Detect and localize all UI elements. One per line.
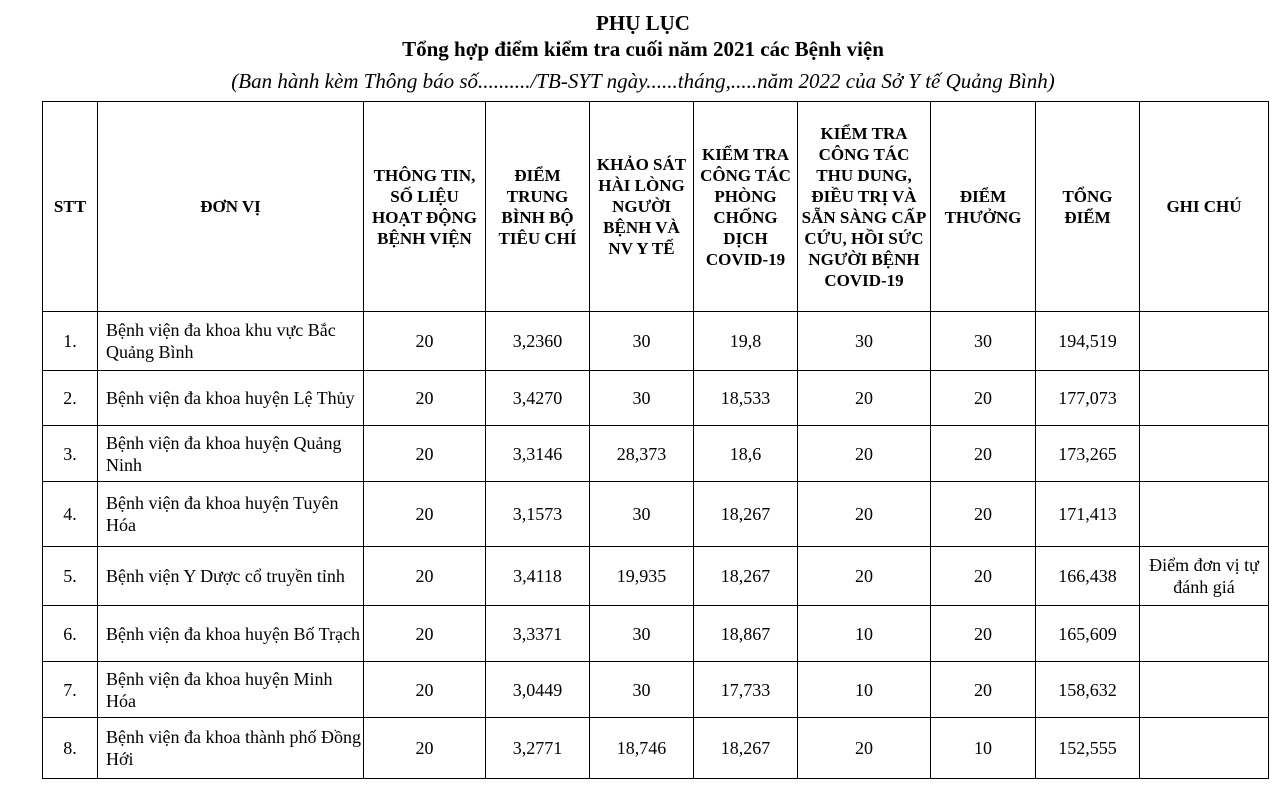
cell-unit: Bệnh viện đa khoa khu vực Bắc Quảng Bình bbox=[98, 312, 364, 371]
cell-info: 20 bbox=[364, 606, 486, 662]
document-subtitle: Tổng hợp điểm kiểm tra cuối năm 2021 các Bệnh viện bbox=[402, 37, 884, 61]
table-row bbox=[43, 482, 1269, 547]
cell-stt: 6. bbox=[43, 606, 98, 662]
cell-stt: 8. bbox=[43, 718, 98, 779]
cell-survey: 30 bbox=[590, 662, 694, 718]
cell-survey: 30 bbox=[590, 606, 694, 662]
cell-bonus: 20 bbox=[931, 606, 1036, 662]
cell-bonus: 20 bbox=[931, 371, 1036, 426]
cell-avg: 3,2771 bbox=[486, 718, 590, 779]
cell-survey: 30 bbox=[590, 312, 694, 371]
cell-stt: 1. bbox=[43, 312, 98, 371]
cell-info: 20 bbox=[364, 371, 486, 426]
cell-survey: 28,373 bbox=[590, 426, 694, 482]
cell-bonus: 10 bbox=[931, 718, 1036, 779]
cell-info: 20 bbox=[364, 662, 486, 718]
document-note: (Ban hành kèm Thông báo số........../TB-SYT ngày......tháng,.....năm 2022 của Sở Y tế Quảng Bình) bbox=[231, 69, 1055, 93]
cell-bonus: 20 bbox=[931, 426, 1036, 482]
cell-survey: 19,935 bbox=[590, 547, 694, 606]
cell-covid-prev: 18,267 bbox=[694, 547, 798, 606]
cell-covid-prev: 19,8 bbox=[694, 312, 798, 371]
cell-bonus: 20 bbox=[931, 547, 1036, 606]
cell-unit: Bệnh viện đa khoa huyện Bố Trạch bbox=[98, 606, 364, 662]
col-header-stt: STT bbox=[43, 102, 98, 312]
col-header-covid-treat: KIỂM TRA CÔNG TÁC THU DUNG, ĐIỀU TRỊ VÀ SẴN SÀNG CẤP CỨU, HỒI SỨC NGƯỜI BỆNH COVID-19 bbox=[798, 102, 931, 312]
table-row bbox=[43, 547, 1269, 606]
cell-note bbox=[1140, 312, 1269, 371]
cell-unit: Bệnh viện Y Dược cổ truyền tỉnh bbox=[98, 547, 364, 606]
cell-total: 173,265 bbox=[1036, 426, 1140, 482]
cell-unit: Bệnh viện đa khoa huyện Tuyên Hóa bbox=[98, 482, 364, 547]
cell-unit: Bệnh viện đa khoa huyện Minh Hóa bbox=[98, 662, 364, 718]
cell-survey: 30 bbox=[590, 482, 694, 547]
cell-info: 20 bbox=[364, 547, 486, 606]
cell-survey: 18,746 bbox=[590, 718, 694, 779]
table-row bbox=[43, 312, 1269, 371]
cell-avg: 3,4118 bbox=[486, 547, 590, 606]
cell-covid-treat: 20 bbox=[798, 718, 931, 779]
col-header-covid-prev: KIỂM TRA CÔNG TÁC PHÒNG CHỐNG DỊCH COVID-19 bbox=[694, 102, 798, 312]
cell-note bbox=[1140, 718, 1269, 779]
cell-covid-prev: 17,733 bbox=[694, 662, 798, 718]
cell-covid-treat: 20 bbox=[798, 371, 931, 426]
cell-covid-prev: 18,267 bbox=[694, 482, 798, 547]
cell-bonus: 20 bbox=[931, 482, 1036, 547]
cell-covid-treat: 20 bbox=[798, 547, 931, 606]
cell-stt: 7. bbox=[43, 662, 98, 718]
col-header-avg: ĐIỂM TRUNG BÌNH BỘ TIÊU CHÍ bbox=[486, 102, 590, 312]
cell-info: 20 bbox=[364, 426, 486, 482]
cell-bonus: 20 bbox=[931, 662, 1036, 718]
col-header-unit: ĐƠN VỊ bbox=[98, 102, 364, 312]
cell-info: 20 bbox=[364, 482, 486, 547]
cell-avg: 3,4270 bbox=[486, 371, 590, 426]
cell-avg: 3,1573 bbox=[486, 482, 590, 547]
cell-note bbox=[1140, 606, 1269, 662]
cell-covid-treat: 10 bbox=[798, 662, 931, 718]
cell-unit: Bệnh viện đa khoa huyện Lệ Thủy bbox=[98, 371, 364, 426]
cell-unit: Bệnh viện đa khoa thành phố Đồng Hới bbox=[98, 718, 364, 779]
cell-total: 194,519 bbox=[1036, 312, 1140, 371]
cell-avg: 3,3146 bbox=[486, 426, 590, 482]
cell-note bbox=[1140, 426, 1269, 482]
score-table bbox=[42, 101, 1269, 779]
cell-unit: Bệnh viện đa khoa huyện Quảng Ninh bbox=[98, 426, 364, 482]
cell-total: 165,609 bbox=[1036, 606, 1140, 662]
table-row bbox=[43, 606, 1269, 662]
cell-note bbox=[1140, 662, 1269, 718]
cell-stt: 2. bbox=[43, 371, 98, 426]
cell-note bbox=[1140, 482, 1269, 547]
cell-info: 20 bbox=[364, 312, 486, 371]
cell-stt: 3. bbox=[43, 426, 98, 482]
cell-covid-treat: 30 bbox=[798, 312, 931, 371]
table-row bbox=[43, 662, 1269, 718]
cell-covid-treat: 20 bbox=[798, 426, 931, 482]
col-header-bonus: ĐIỂM THƯỞNG bbox=[931, 102, 1036, 312]
cell-total: 158,632 bbox=[1036, 662, 1140, 718]
document-title: PHỤ LỤC bbox=[596, 11, 690, 35]
table-header-row bbox=[43, 102, 1269, 312]
cell-covid-treat: 20 bbox=[798, 482, 931, 547]
cell-covid-prev: 18,267 bbox=[694, 718, 798, 779]
cell-total: 177,073 bbox=[1036, 371, 1140, 426]
cell-total: 152,555 bbox=[1036, 718, 1140, 779]
cell-avg: 3,3371 bbox=[486, 606, 590, 662]
cell-covid-treat: 10 bbox=[798, 606, 931, 662]
cell-stt: 4. bbox=[43, 482, 98, 547]
cell-covid-prev: 18,867 bbox=[694, 606, 798, 662]
cell-total: 166,438 bbox=[1036, 547, 1140, 606]
cell-avg: 3,0449 bbox=[486, 662, 590, 718]
cell-note bbox=[1140, 371, 1269, 426]
cell-note: Điểm đơn vị tự đánh giá bbox=[1140, 547, 1269, 606]
cell-stt: 5. bbox=[43, 547, 98, 606]
col-header-survey: KHẢO SÁT HÀI LÒNG NGƯỜI BỆNH VÀ NV Y TẾ bbox=[590, 102, 694, 312]
col-header-info: THÔNG TIN, SỐ LIỆU HOẠT ĐỘNG BỆNH VIỆN bbox=[364, 102, 486, 312]
cell-total: 171,413 bbox=[1036, 482, 1140, 547]
cell-avg: 3,2360 bbox=[486, 312, 590, 371]
col-header-note: GHI CHÚ bbox=[1140, 102, 1269, 312]
col-header-total: TỔNG ĐIỂM bbox=[1036, 102, 1140, 312]
cell-info: 20 bbox=[364, 718, 486, 779]
cell-survey: 30 bbox=[590, 371, 694, 426]
cell-bonus: 30 bbox=[931, 312, 1036, 371]
cell-covid-prev: 18,6 bbox=[694, 426, 798, 482]
table-row bbox=[43, 426, 1269, 482]
table-row bbox=[43, 718, 1269, 779]
table-row bbox=[43, 371, 1269, 426]
cell-covid-prev: 18,533 bbox=[694, 371, 798, 426]
